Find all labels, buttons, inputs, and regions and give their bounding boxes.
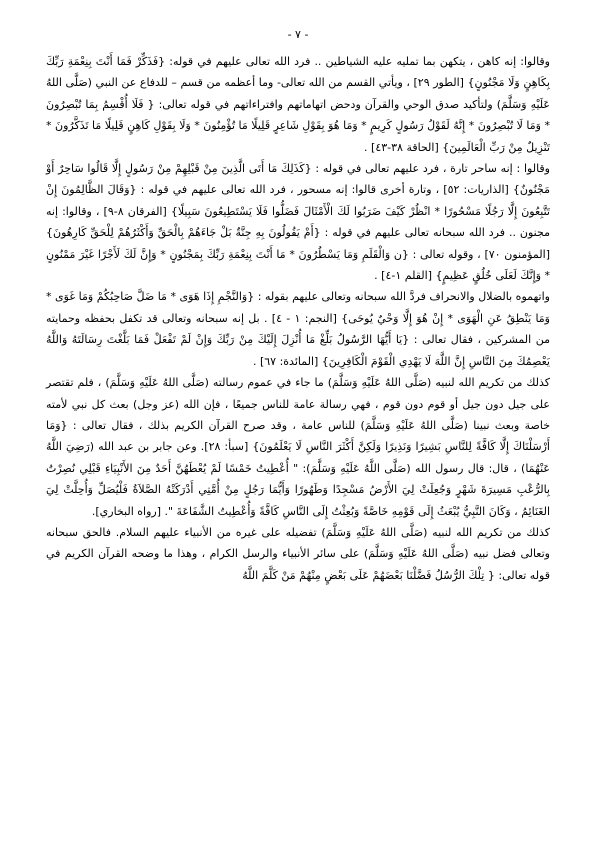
paragraph-misguidance: واتهموه بالضلال والانحراف فردَّ الله سبحانه وتعالى عليهم بقوله : {وَالنَّجْمِ إِذَا هَوَى * مَا ضَلَّ صَاحِبُكُمْ وَمَا غَوَى * وَمَا يَنْطِقُ عَنِ الْهَوَى * إِنْ هُوَ إِلَّا وَحْيٌ يُوحَى} [النجم: ١ - ٤] . بل إنه سبحانه وتعالى قد تكفل بحفظه وحمايته من المشركين ، فقال تعالى : {يَا أَيُّهَا الرَّسُولُ بَلِّغْ مَا أُنْزِلَ إِلَيْكَ مِنْ رَبِّكَ وَإِنْ لَمْ تَفْعَلْ فَمَا بَلَّغْتَ رِسَالَتَهُ وَاللَّهُ يَعْصِمُكَ مِنَ النَّاسِ إِنَّ اللَّهَ لَا يَهْدِي الْقَوْمَ الْكَافِرِينَ} [المائدة: ٦٧] . [46,290,550,368]
page-number: - ٧ - [287,28,309,41]
paragraph-preference-over-prophets: كذلك من تكريم الله لنبيه (صَلَّى اللهُ عَلَيْهِ وَسَلَّمَ) تفضيله على غيره من الأنبياء عليهم السلام. فالحق سبحانه وتعالى فضل نبيه (صَلَّى اللهُ عَلَيْهِ وَسَلَّمَ) على سائر الأنبياء والرسل الكرام ، وهذا ما وضحه القرآن الكريم في قوله تعالى: { تِلْكَ الرُّسُلُ فَضَّلْنَا بَعْضَهُمْ عَلَى بَعْضٍ مِنْهُمْ مَنْ كَلَّمَ اللَّهُ [46,525,550,582]
paragraph-universal-message: كذلك من تكريم الله لنبيه (صَلَّى اللهُ عَلَيْهِ وَسَلَّمَ) ما جاء في عموم رسالته (صَلَّى اللهُ عَلَيْهِ وَسَلَّمَ) ، فلم تقتصر على جيل دون جيل أو قوم دون قوم ، فهي رسالة عامة للناس جميعًا ، فإن الله (عز وجل) بعث كل نبي لأمته خاصة وبعث نبينا (صَلَّى اللهُ عَلَيْهِ وَسَلَّمَ) للناس عامة ، وقد صرح القرآن الكريم بذلك ، فقال تعالى : {وَمَا أَرْسَلْنَاكَ إِلَّا كَافَّةً لِلنَّاسِ بَشِيرًا وَنَذِيرًا وَلَكِنَّ أَكْثَرَ النَّاسِ لَا يَعْلَمُونَ} [سبأ: ٢٨]. وعن جابر بن عبد الله (رَضِيَ اللَّهُ عَنْهُمَا) ، قال: قال رسول الله (صَلَّى اللَّهُ عَلَيْهِ وَسَلَّمَ): " أُعْطِيتُ خَمْسًا لَمْ يُعْطَهُنَّ أَحَدٌ مِنَ الأَنْبِيَاءِ قَبْلِي نُصِرْتُ بِالرُّعْبِ مَسِيرَةَ شَهْرٍ وَجُعِلَتْ لِيَ الأَرْضُ مَسْجِدًا وَطَهُورًا وَأَيُّمَا رَجُلٍ مِنْ أُمَّتِي أَدْرَكَتْهُ الصَّلاَةُ فَلْيُصَلِّ وَأُحِلَّتْ لِيَ الغَنَائِمُ ، وَكَانَ النَّبِيُّ يُبْعَثُ إِلَى قَوْمِهِ خَاصَّةً وَبُعِثْتُ إِلَى النَّاسِ كَافَّةً وَأُعْطِيتُ الشَّفَاعَةَ ". [رواه البخاري]. [46,376,550,518]
paragraph-soothsayer: وقالوا: إنه كاهن ، يتكهن بما تمليه عليه الشياطين .. فرد الله تعالى عليهم في قوله: {فَذَكِّرْ فَمَا أَنْتَ بِنِعْمَةِ رَبِّكَ بِكَاهِنٍ وَلَا مَجْنُونٍ} [الطور ٢٩] ، ويأتي القسم من الله تعالى- وما أعظمه من قسم – للدفاع عن النبي (صَلَّى اللهُ عَلَيْهِ وَسَلَّمَ) ولتأكيد صدق الوحي والقرآن ودحض اتهاماتهم وافتراءاتهم في قوله تعالى: { فَلَا أُقْسِمُ بِمَا تُبْصِرُونَ * وَمَا لَا تُبْصِرُونَ * إِنَّهُ لَقَوْلُ رَسُولٍ كَرِيمٍ * وَمَا هُوَ بِقَوْلِ شَاعِرٍ قَلِيلًا مَا تُؤْمِنُونَ * وَلَا بِقَوْلِ كَاهِنٍ قَلِيلًا مَا تَذَكَّرُونَ * تَنْزِيلٌ مِنْ رَبِّ الْعَالَمِينَ} [الحاقة ٣٨-٤٣] . [46,55,550,154]
paragraph-magician: وقالوا : إنه ساحر تارة ، فرد عليهم تعالى في قوله : {كَذَلِكَ مَا أَتَى الَّذِينَ مِنْ قَبْلِهِمْ مِنْ رَسُولٍ إِلَّا قَالُوا سَاحِرٌ أَوْ مَجْنُونٌ} [الذاريات: ٥٢] ، وتارة أخرى قالوا: إنه مسحور ، فرد الله تعالى عليهم في قوله : {وَقَالَ الظَّالِمُونَ إِنْ تَتَّبِعُونَ إِلَّا رَجُلًا مَسْحُورًا * انْظُرْ كَيْفَ ضَرَبُوا لَكَ الْأَمْثَالَ فَضَلُّوا فَلَا يَسْتَطِيعُونَ سَبِيلًا} [الفرقان ٨-٩] ، وقالوا: إنه مجنون .. فرد الله سبحانه تعالى عليهم في قوله : {أَمْ يَقُولُونَ بِهِ جِنَّةٌ بَلْ جَاءَهُمْ بِالْحَقِّ وَأَكْثَرُهُمْ لِلْحَقِّ كَارِهُونَ} [المؤمنون ٧٠] ، وقوله تعالى : {ن وَالْقَلَمِ وَمَا يَسْطُرُونَ * مَا أَنْتَ بِنِعْمَةِ رَبِّكَ بِمَجْنُونٍ * وَإِنَّ لَكَ لَأَجْرًا غَيْرَ مَمْنُونٍ * وَإِنَّكَ لَعَلَى خُلُقٍ عَظِيمٍ} [القلم ١-٤] . [46,162,550,283]
